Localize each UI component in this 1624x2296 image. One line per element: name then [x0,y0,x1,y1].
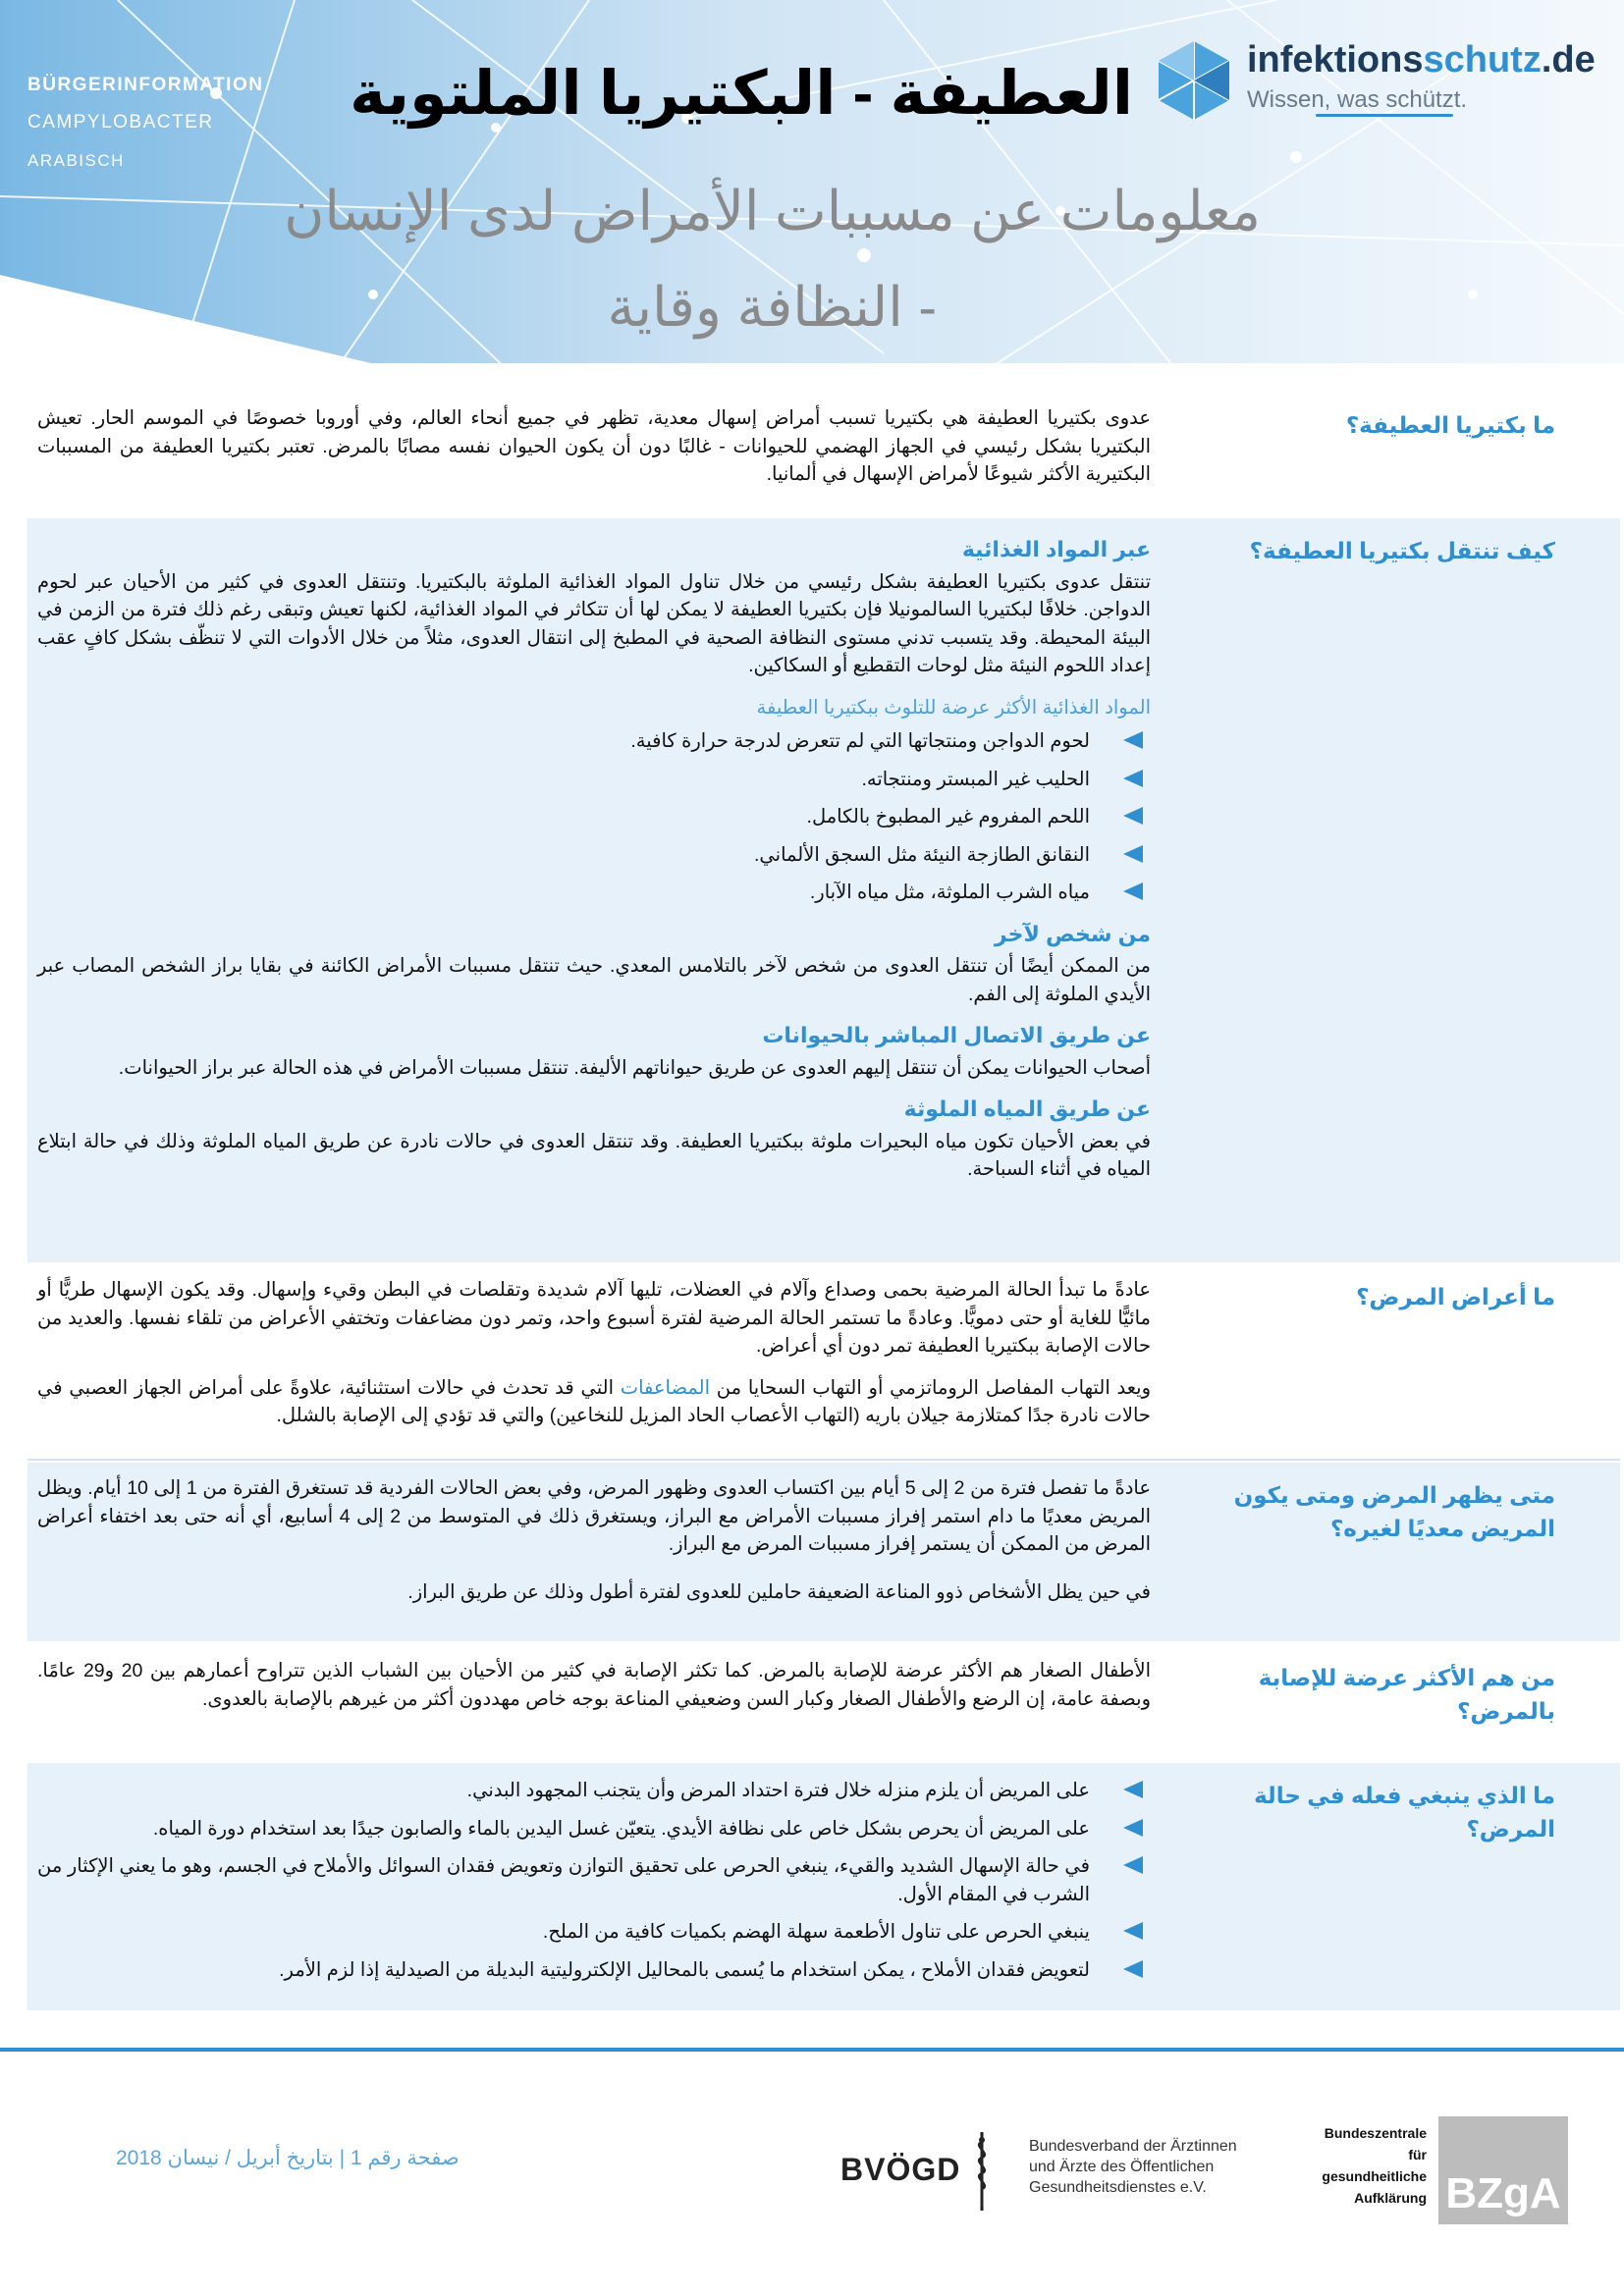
heading-water: عن طريق المياه الملوثة [903,1096,1151,1121]
complications-link[interactable]: المضاعفات [620,1376,711,1399]
arrow-left-icon [1123,845,1143,863]
answer-transmission [37,530,1151,1198]
arrow-left-icon [1123,807,1143,825]
text-symptoms-1: عادةً ما تبدأ الحالة المرضية بحمى وصداع وآلام في العضلات، تليها آلام شديدة وتقلصات في البطن وقيء وإسهال. وقد يكون الإسهال طريًّا أو مائيًّا للغاية أو حتى دمويًّا. وعادةً ما تستمر الحالة المرضية لفترة أسبوع واحد، وتمر دون مضاعفات وتختفي الأعراض من تلقاء نفسها. والعديد من حالات الإصابة ببكتيريا العطيفة تمر دون أي أعراض. [37,1279,1151,1357]
tag-language: ARABISCH [27,151,125,170]
list-item: في حالة الإسهال الشديد والقيء، ينبغي الحرص على تحقيق التوازن وتعويض فقدان السوائل والأملاح في الجسم، وهو ما يعني الإكثار من الشرب في المقام الأول. [37,1852,1151,1908]
list-item: اللحم المفروم غير المطبوخ بالكامل. [37,803,1151,831]
food-list [37,727,1151,907]
arrow-left-icon [1123,1922,1143,1940]
question-transmission: كيف تنتقل بكتيريا العطيفة؟ [1249,538,1555,563]
heading-food-list: المواد الغذائية الأكثر عرضة للتلوث ببكتيريا العطيفة [756,696,1151,719]
arrow-left-icon [1123,1960,1143,1978]
bvogd-full-name: Bundesverband der Ärztinnen und Ärzte des Öffentlichen Gesundheitsdienstes e.V. [1029,2138,1237,2196]
question-what: ما بكتيريا العطيفة؟ [1345,412,1555,438]
section-symptoms [27,1264,1620,1451]
list-item: على المريض أن يلزم منزله خلال فترة احتداد المرض وأن يتجنب المجهود البدني. [37,1777,1151,1805]
answer-incubation [37,1474,1151,1620]
text-food: تنتقل عدوى بكتيريا العطيفة بشكل رئيسي من خلال تناول المواد الغذائية الملوثة بالبكتيريا. وتنتقل العدوى في كثير من الأحيان عبر لحوم الدواجن. خلافًا لبكتيريا السالمونيلا فإن بكتيريا العطيفة لا يمكن لها أن تتكاثر في المواد الغذائية، لكنها تعيش وتبقى رغم ذلك فترة من الزمن في البيئة المحيطة. وقد يتسبب تدني مستوى النظافة الصحية في المطبخ إلى انتقال العدوى، مثلاً من خلال الأدوات التي لا تنظّف بشكل كافٍ عقب إعداد اللحوم النيئة مثل لوحات التقطيع أو السكاكين. [37,570,1151,676]
bzga-mark: BZgA [1438,2116,1568,2224]
arrow-left-icon [1123,882,1143,900]
heading-food: عبر المواد الغذائية [961,537,1151,561]
text-incubation-1: عادةً ما تفصل فترة من 2 إلى 5 أيام بين اكتساب العدوى وظهور المرض، وفي بعض الحالات الفردية قد تستغرق الفترة من 1 إلى 10 أيام. ويظل المريض معديًا ما دام استمر إفراز مسببات الأمراض مع البراز، ويستغرق ذلك في المتوسط من 2 إلى 4 أسابيع، أي أنه حتى بعد اختفاء أعراض المرض من الممكن أن يستمر إفراز مسببات المرض مع البراز. [37,1477,1152,1555]
tag-citizen-info: BÜRGERINFORMATION [27,75,264,95]
text-risk: الأطفال الصغار هم الأكثر عرضة للإصابة بالمرض. كما تكثر الإصابة في كثير من الأحيان بين الشباب الذين تتراوح أعمارهم بين 20 و29 عامًا. وبصفة عامة، إن الرضع والأطفال الصغار وكبار السن وضعيفي المناعة بوجه خاص مهددون أكثر من غيرهم بالإصابة بالعدوى. [37,1660,1151,1710]
footer-rule [0,2048,1624,2052]
arrow-left-icon [1123,1856,1143,1874]
brand-slogan: Wissen, was schützt. [1247,86,1468,113]
bvogd-abbr: BVÖGD [840,2152,961,2187]
asclepius-staff-icon [970,2130,994,2213]
arrow-left-icon [1123,770,1143,787]
list-item: الحليب غير المبستر ومنتجاته. [37,766,1151,794]
answer-what [37,404,1151,503]
question-incubation: متى يظهر المرض ومتى يكون المريض معديًا لغيره؟ [1233,1482,1555,1541]
answer-what-text: عدوى بكتيريا العطيفة هي بكتيريا تسبب أمراض إسهال معدية، تظهر في جميع أنحاء العالم، وفي أوروبا خصوصًا في الموسم الحار. تعيش البكتيريا بشكل رئيسي في الجهاز الهضمي للحيوانات - غالبًا دون أن يكون الحيوان نفسه مصابًا بالمرض. تعتبر بكتيريا العطيفة من المسببات البكتيرية الأكثر شيوعًا لأمراض الإسهال في ألمانيا. [37,407,1151,485]
list-item: النقانق الطازجة النيئة مثل السجق الألماني. [37,841,1151,870]
tag-pathogen: CAMPYLOBACTER [27,112,214,133]
heading-person: من شخص لآخر [994,921,1151,946]
list-item: لحوم الدواجن ومنتجاتها التي لم تتعرض لدرجة حرارة كافية. [37,727,1151,756]
question-risk: من هم الأكثر عرضة للإصابة بالمرض؟ [1258,1665,1555,1724]
bvogd-logo [840,2126,1253,2215]
hero-banner [0,0,1624,373]
brand-name: infektionsschutz.de [1247,39,1596,80]
text-animal: أصحاب الحيوانات يمكن أن تنتقل إليهم العدوى عن طريق حيواناتهم الأليفة. تنتقل مسببات الأمراض في هذه الحالة عبر براز الحيوانات. [118,1056,1151,1079]
list-item: لتعويض فقدان الأملاح ، يمكن استخدام ما يُسمى بالمحاليل الإلكتروليتية البديلة من الصيدلية إذا لزم الأمر. [37,1956,1151,1985]
answer-symptoms [37,1276,1151,1444]
brand-star-icon [1153,39,1235,122]
heading-animal: عن طريق الاتصال المباشر بالحيوانات [762,1023,1151,1047]
brand-underline [1316,114,1453,117]
text-person: من الممكن أيضًا أن تنتقل العدوى من شخص لآخر بالتلامس المعدي. حيث تنتقل مسببات الأمراض الكائنة في بقايا براز الشخص المصاب عبر الأيدي الملوثة إلى الفم. [37,955,1151,1005]
page-title: العطيفة - البكتيريا الملتوية [350,60,1133,128]
section-action [27,1763,1620,2010]
text-incubation-2: في حين يظل الأشخاص ذوو المناعة الضعيفة حاملين للعدوى لفترة أطول وذلك عن طريق البراز. [407,1580,1151,1603]
list-item: مياه الشرب الملوثة، مثل مياه الآبار. [37,879,1151,907]
divider [27,1459,1620,1461]
question-symptoms: ما أعراض المرض؟ [1356,1284,1555,1309]
arrow-left-icon [1123,731,1143,749]
section-risk [27,1645,1620,1761]
bzga-full-name: Bundeszentrale für gesundheitliche Aufklärung [1322,2125,1427,2206]
action-list [37,1777,1151,1984]
page-subtitle-2: - النظافة وقاية [607,276,937,338]
arrow-left-icon [1123,1781,1143,1798]
section-what [27,393,1620,510]
page-subtitle: معلومات عن مسببات الأمراض لدى الإنسان [284,180,1261,241]
list-item: ينبغي الحرص على تناول الأطعمة سهلة الهضم بكميات كافية من الملح. [37,1918,1151,1947]
bzga-logo [1301,2116,1596,2224]
question-action: ما الذي ينبغي فعله في حالة المرض؟ [1254,1783,1555,1842]
brand-logo [1149,35,1596,124]
list-item: على المريض أن يحرص بشكل خاص على نظافة الأيدي. يتعيّن غسل اليدين بالماء والصابون جيدًا بعد استخدام دورة المياه. [37,1815,1151,1843]
section-transmission [27,518,1620,1262]
section-incubation [27,1463,1620,1641]
page-info: صفحة رقم 1 | بتاريخ أبريل / نيسان 2018 [116,2147,460,2169]
answer-action [37,1777,1151,1994]
text-water: في بعض الأحيان تكون مياه البحيرات ملوثة ببكتيريا العطيفة. وقد تنتقل العدوى في حالات نادرة عن طريق المياه الملوثة وذلك في حالة ابتلاع المياه في أثناء السباحة. [37,1130,1151,1180]
text-symptoms-2: ويعد التهاب المفاصل الروماتزمي أو التهاب السحايا من المضاعفات التي قد تحدث في حالات استثنائية، علاوةً على أمراض الجهاز العصبي في حالات نادرة جدًا كمتلازمة جيلان باريه (التهاب الأعصاب الحاد المزيل للنخاعين) والتي قد تؤدي إلى الإصابة بالشلل. [37,1376,1151,1426]
arrow-left-icon [1123,1819,1143,1837]
answer-risk [37,1657,1151,1727]
